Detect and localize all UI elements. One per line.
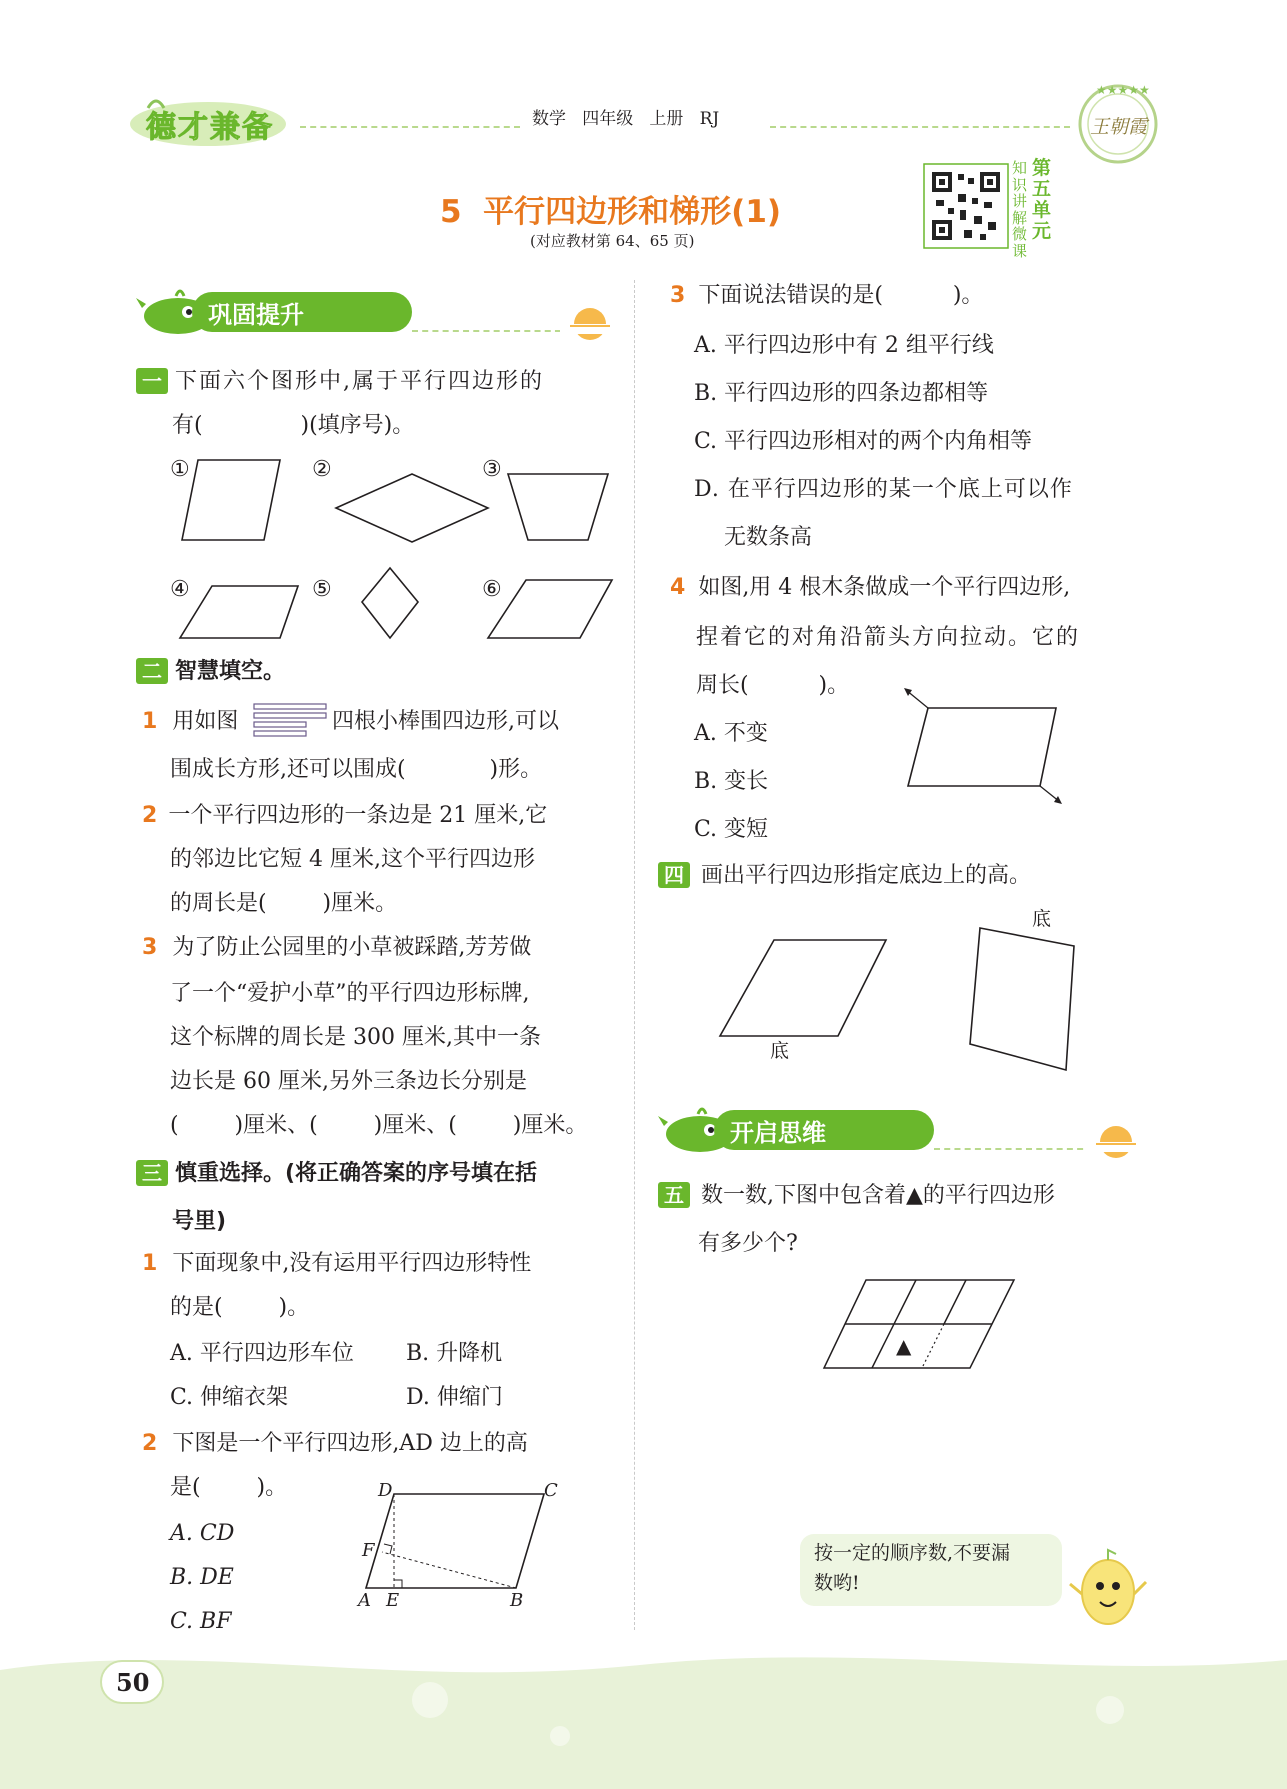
q2-p1-text-2: 围成长方形,还可以围成( )形。: [170, 757, 543, 782]
q4-tag: 四: [658, 862, 690, 888]
q2-p2-text-3: 的周长是( )厘米。: [170, 891, 398, 916]
hint-text-2: 数哟!: [814, 1571, 860, 1594]
q3-p2-label-b: B: [510, 1590, 524, 1611]
q3-p4-option-b: B. 变长: [694, 769, 769, 794]
q1-label-4: ④: [170, 577, 190, 602]
q1-shape-6: [488, 580, 612, 638]
brand-logo: [128, 92, 298, 148]
q3-p2-option-c: C. BF: [170, 1609, 232, 1634]
q3-p2-text-1: 下图是一个平行四边形,AD 边上的高: [172, 1431, 528, 1456]
sunset-icon-2: [1086, 1110, 1146, 1150]
q4-parallelogram-2: [970, 928, 1074, 1070]
page-title: 5 平行四边形和梯形(1): [440, 194, 782, 230]
section-think: [658, 1106, 1158, 1156]
q2-p2-num: 2: [142, 803, 158, 828]
qr-code: [924, 164, 1008, 248]
q2-p1-line1: [142, 708, 238, 736]
q3-p2-text-2: 是( )。: [170, 1475, 288, 1500]
section-consolidate: [136, 288, 616, 338]
page-number-badge: [100, 1660, 164, 1704]
q2-p1-num: 1: [142, 709, 158, 734]
q1-tag: 一: [136, 368, 168, 394]
q3-p4-text-1: 如图,用 4 根木条做成一个平行四边形,: [698, 575, 1071, 600]
q3-p4-arrowhead-down: [1054, 796, 1062, 804]
q2-p3-num: 3: [142, 935, 158, 960]
brand-name: 德才兼备: [146, 110, 274, 145]
q3-p3-text-1: 下面说法错误的是( )。: [698, 283, 984, 308]
q3-p1-option-d: D. 伸缩门: [406, 1385, 503, 1410]
q1-text-2: 有( )(填序号)。: [172, 413, 415, 438]
page-subtitle: (对应教材第 64、65 页): [530, 232, 695, 250]
q3-p4-line1: [670, 574, 1070, 602]
q3-p2-line1: [142, 1430, 528, 1458]
q2-p1-text-a: 用如图: [172, 709, 239, 734]
q2-p2-text-1: 一个平行四边形的一条边是 21 厘米,它: [168, 803, 548, 828]
unit-label: 第五单元: [1032, 157, 1052, 242]
q3-p2-label-f: F: [362, 1540, 375, 1561]
q2-p3-text-5: ( )厘米、( )厘米、( )厘米。: [170, 1113, 588, 1138]
q5-line1: [658, 1182, 1055, 1210]
q4-parallelogram-1: [720, 940, 886, 1036]
q1-shape-3: [508, 474, 608, 540]
q2-head: [136, 658, 285, 686]
q5-text-2: 有多少个?: [698, 1231, 798, 1256]
section-think-banner: [714, 1110, 934, 1150]
q3-p2-label-a: A: [358, 1590, 371, 1611]
q1-line1: [136, 368, 544, 396]
q3-p2-parallelogram: [366, 1494, 544, 1588]
q3-p2-label-d: D: [378, 1480, 393, 1501]
page-number: 50: [116, 1668, 150, 1697]
q1-figures: [160, 452, 620, 652]
q5-divider-2-dotted: [922, 1324, 944, 1368]
q4-figures: [710, 912, 1090, 1072]
q3-p2-label-e: E: [386, 1590, 400, 1611]
q3-p1-text-2: 的是( )。: [170, 1295, 310, 1320]
q1-text-1: 下面六个图形中,属于平行四边形的: [175, 369, 544, 394]
q1-shape-1: [182, 460, 280, 540]
header-rule-right: [770, 126, 1070, 128]
sticks-figure: [254, 702, 328, 738]
q3-p3-option-b: B. 平行四边形的四条边都相等: [694, 381, 989, 406]
seal-text: 王朝霞: [1090, 116, 1148, 138]
svg-text:★★★★★: ★★★★★: [1096, 83, 1150, 97]
q5-figure: [822, 1276, 1022, 1372]
q3-p2-label-c: C: [544, 1480, 558, 1501]
book-info: 数学 四年级 上册 RJ: [532, 109, 720, 129]
q3-head-text-2: 号里): [172, 1209, 227, 1234]
column-divider: [634, 280, 635, 1630]
q3-p3-option-a: A. 平行四边形中有 2 组平行线: [694, 333, 994, 358]
q1-label-3: ③: [482, 457, 502, 482]
q1-label-6: ⑥: [482, 577, 502, 602]
q2-p2-line1: [142, 802, 547, 830]
q2-p3-text-3: 这个标牌的周长是 300 厘米,其中一条: [170, 1025, 541, 1050]
q2-p2-text-2: 的邻边比它短 4 厘米,这个平行四边形: [170, 847, 535, 872]
q3-p2-num: 2: [142, 1431, 158, 1456]
q3-p4-option-a: A. 不变: [694, 721, 768, 746]
q3-p2-option-b: B. DE: [170, 1565, 234, 1590]
hint-bubble: [800, 1534, 1062, 1606]
q2-p3-line1: [142, 934, 531, 962]
section-consolidate-label: 巩固提升: [208, 301, 304, 329]
section-think-label: 开启思维: [730, 1119, 826, 1147]
q4-text: 画出平行四边形指定底边上的高。: [701, 863, 1032, 888]
section-consolidate-banner: [192, 292, 412, 332]
q3-p4-figure: [900, 684, 1070, 814]
q5-divider-2: [944, 1280, 966, 1324]
q3-p3-option-d: D. 在平行四边形的某一个底上可以作: [694, 477, 1073, 502]
q3-p1-option-b: B. 升降机: [406, 1341, 503, 1366]
sunset-icon: [560, 292, 620, 332]
qr-code-icon: [924, 164, 1008, 248]
q3-p1-text-1: 下面现象中,没有运用平行四边形特性: [172, 1251, 532, 1276]
q1-label-1: ①: [170, 457, 190, 482]
publisher-seal: [1076, 82, 1160, 166]
q3-p1-line1: [142, 1250, 531, 1278]
q1-label-2: ②: [312, 457, 332, 482]
q3-p1-option-a: A. 平行四边形车位: [170, 1341, 354, 1366]
q3-p3-num: 3: [670, 283, 686, 308]
q1-shape-2: [336, 474, 488, 542]
q3-p4-option-c: C. 变短: [694, 817, 769, 842]
q3-head-text-1: 慎重选择。(将正确答案的序号填在括: [175, 1161, 538, 1186]
q3-p4-text-2: 捏着它的对角沿箭头方向拉动。它的: [696, 625, 1081, 650]
mascot-icon: [1068, 1548, 1148, 1634]
q3-p3-line1: [670, 282, 983, 310]
q3-p3-option-d-2: 无数条高: [724, 525, 813, 550]
q3-p2-right-angle-f: [384, 1544, 392, 1554]
q3-p2-figure: [352, 1480, 572, 1620]
q2-p1-text-b: 四根小棒围四边形,可以: [332, 709, 559, 734]
hint-text-1: 按一定的顺序数,不要漏: [814, 1542, 1011, 1564]
q5-tag: 五: [658, 1182, 690, 1208]
q3-p4-text-3: 周长( )。: [696, 673, 850, 698]
q2-p3-text-1: 为了防止公园里的小草被踩踏,芳芳做: [172, 935, 532, 960]
q3-tag: 三: [136, 1160, 168, 1186]
micro-lesson-badge: 知识讲解微课: [1012, 159, 1028, 260]
q5-text-1: 数一数,下图中包含着▲的平行四边形: [701, 1183, 1055, 1208]
q3-p4-num: 4: [670, 575, 686, 600]
q4-base-label-1: 底: [770, 1040, 790, 1062]
q4-base-label-2: 底: [1032, 908, 1052, 930]
header-rule-left: [300, 126, 520, 128]
q1-label-5: ⑤: [312, 577, 332, 602]
q4-line: [658, 862, 1031, 890]
q3-p1-option-c: C. 伸缩衣架: [170, 1385, 289, 1410]
q3-head: [136, 1160, 537, 1188]
q2-tag: 二: [136, 658, 168, 684]
q3-p1-num: 1: [142, 1251, 158, 1276]
q2-p3-text-2: 了一个“爱护小草”的平行四边形标牌,: [170, 981, 530, 1006]
q3-p4-arrowhead-up: [904, 688, 912, 696]
q5-triangle-marker: ▲: [896, 1334, 912, 1358]
q3-p2-option-a: A. CD: [170, 1521, 235, 1546]
q1-shape-4: [180, 586, 298, 638]
footer-wave: [0, 1640, 1287, 1789]
q2-head-text: 智慧填空。: [175, 659, 286, 684]
q2-p3-text-4: 边长是 60 厘米,另外三条边长分别是: [170, 1069, 527, 1094]
q3-p2-right-angle-e: [394, 1580, 402, 1588]
q3-p3-option-c: C. 平行四边形相对的两个内角相等: [694, 429, 1033, 454]
q3-p4-parallelogram: [908, 708, 1056, 786]
q1-shape-5: [362, 568, 418, 638]
